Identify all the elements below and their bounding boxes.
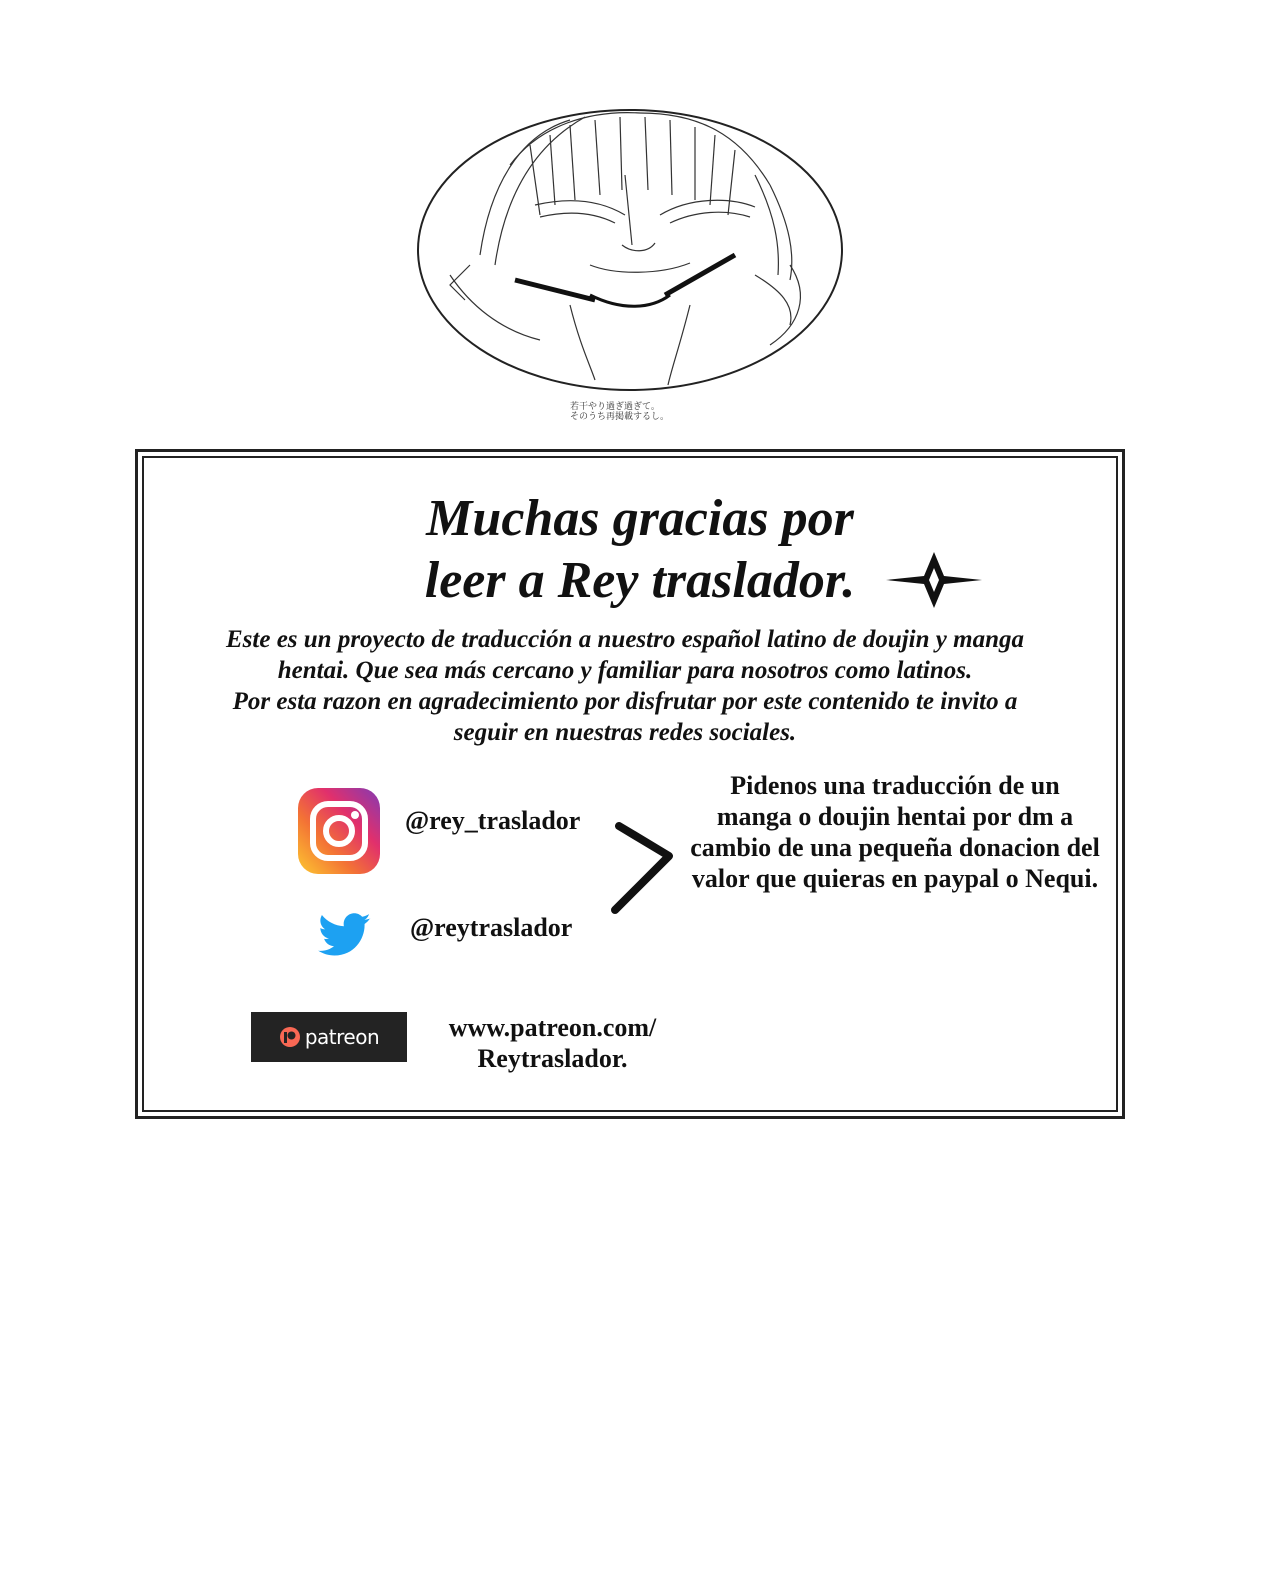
patreon-url-line-1: www.patreon.com/ xyxy=(448,1013,657,1042)
patreon-url-link[interactable] xyxy=(430,1012,675,1074)
four-point-star-icon xyxy=(886,550,982,610)
intro-line: seguir en nuestras redes sociales. xyxy=(453,719,797,746)
intro-paragraph xyxy=(170,624,1080,748)
chevron-right-icon xyxy=(605,818,680,918)
twitter-bird-icon[interactable] xyxy=(315,913,375,957)
patreon-badge[interactable] xyxy=(251,1012,407,1062)
manga-sketch-illustration xyxy=(410,105,850,405)
patreon-badge-label: patreon xyxy=(304,1025,380,1049)
sketch-caption: 若干やり過ぎ過ぎて。 そのうち再掲載するし。 xyxy=(570,402,670,422)
thanks-title xyxy=(0,488,1280,612)
intro-line: Este es un proyecto de traducción a nuestro español latino de doujin y manga xyxy=(226,626,1024,653)
intro-line: hentai. Que sea más cercano y familiar para nosotros como latinos. xyxy=(277,657,973,684)
patreon-url-line-2: Reytraslador. xyxy=(477,1044,628,1073)
patreon-logo-icon xyxy=(279,1026,301,1048)
translation-request-text: Pidenos una traducción de un manga o doujin hentai por dm a cambio de una pequeña donacion del valor que quieras en paypal o Nequi. xyxy=(690,771,1100,893)
thanks-title-line-1: Muchas gracias por xyxy=(426,490,854,547)
twitter-handle[interactable]: @reytraslador xyxy=(410,913,573,942)
instagram-handle[interactable]: @rey_traslador xyxy=(405,806,581,835)
instagram-icon[interactable] xyxy=(297,787,381,875)
thanks-title-line-2: leer a Rey traslador. xyxy=(424,552,856,609)
intro-line: Por esta razon en agradecimiento por disfrutar por este contenido te invito a xyxy=(232,688,1018,715)
